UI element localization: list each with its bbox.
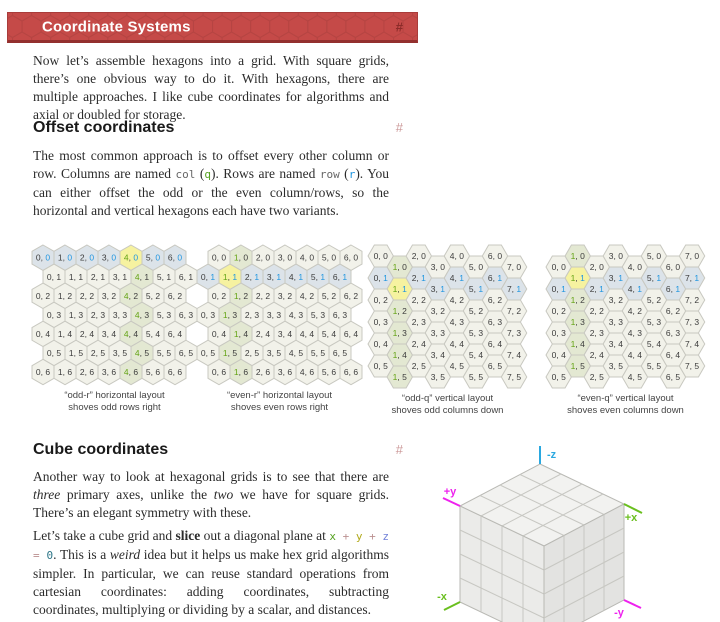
banner-hexagon [413, 32, 417, 40]
inline-code-or-emphasis: y [355, 530, 363, 543]
diagram-odd-q[interactable] [367, 244, 528, 416]
hex-coordinate-label: 0, 1 [373, 273, 388, 283]
hex-coordinate-label: 1, 4 [392, 350, 407, 360]
hex-coordinate-label: 4, 0 [299, 252, 315, 263]
hex-coordinate-label: 5, 4 [145, 328, 161, 339]
cube-coordinates-heading: Cube coordinates [33, 441, 169, 458]
hex-coordinate-label: 0, 2 [373, 295, 388, 305]
diagram-odd-r[interactable] [31, 244, 198, 413]
hex-coordinate-label: 2, 3 [411, 317, 426, 327]
hex-coordinate-label: 3, 5 [112, 347, 128, 358]
banner-hexagon [260, 32, 279, 40]
hex-coordinate-label: 5, 4 [646, 339, 662, 349]
neg-x-axis [444, 602, 460, 610]
hex-coordinate-label: 1, 0 [392, 262, 407, 272]
banner-title: Coordinate Systems [42, 18, 191, 35]
hex-coordinate-label: 4, 6 [299, 367, 315, 377]
inline-code-or-emphasis: col [175, 168, 196, 181]
hex-coordinate-label: 6, 2 [487, 295, 503, 305]
hex-coordinate-label: 0, 5 [551, 372, 566, 382]
hex-coordinate-label: 5, 2 [468, 306, 484, 316]
hex-coordinate-label: 1, 4 [570, 339, 585, 349]
hex-coordinate-label: 4, 0 [449, 251, 465, 261]
cube-intro-paragraph [33, 468, 389, 522]
hex-coordinate-label: 0, 4 [211, 328, 227, 339]
hex-coordinate-label: 5, 6 [321, 367, 337, 377]
hex-coordinate-label: 3, 0 [430, 262, 445, 272]
hex-coordinate-label: 4, 4 [299, 328, 315, 339]
hex-coordinate-label: 4, 1 [449, 273, 465, 283]
offset-coordinates-heading: Offset coordinates [33, 119, 175, 136]
hex-grid-svg [367, 244, 528, 389]
hex-coordinate-label: 6, 5 [332, 347, 348, 358]
banner-hexagon [8, 32, 13, 40]
hex-coordinate-label: 2, 2 [411, 295, 426, 305]
hex-coordinate-label: 3, 4 [608, 339, 623, 349]
hex-coordinate-label: 0, 0 [373, 251, 388, 261]
cube-heading-anchor-link[interactable]: # [395, 442, 403, 457]
hex-coordinate-label: 6, 4 [343, 328, 359, 339]
text-segment: The most common approach is to offset every other column or row. Columns are named [33, 148, 389, 181]
hex-coordinate-label: 2, 5 [589, 372, 604, 382]
text-segment: ). Rows are named [210, 166, 320, 181]
hex-coordinate-label: 6, 1 [487, 273, 503, 283]
hex-coordinate-label: 4, 5 [627, 372, 643, 382]
hex-coordinate-label: 7, 3 [506, 328, 522, 338]
banner-hexagon [222, 32, 241, 40]
hex-coordinate-label: 1, 5 [392, 372, 407, 382]
hex-coordinate-label: 3, 4 [101, 328, 117, 339]
diagram-even-r[interactable] [196, 244, 363, 413]
inline-code-or-emphasis: 0 [46, 549, 54, 562]
hex-coordinate-label: 0, 3 [200, 309, 216, 320]
hex-coordinate-label: 1, 3 [68, 309, 84, 320]
hex-coordinate-label: 4, 2 [627, 306, 643, 316]
hex-coordinate-label: 0, 6 [35, 367, 51, 377]
hex-coordinate-label: 6, 6 [167, 367, 183, 377]
hex-coordinate-label: 3, 0 [101, 252, 117, 263]
axis-label-neg_z: -z [547, 449, 557, 461]
hex-grid-svg [196, 244, 363, 386]
inline-code-or-emphasis: x [329, 530, 336, 543]
hex-coordinate-label: 5, 3 [468, 328, 484, 338]
hex-coordinate-label: 7, 5 [684, 361, 700, 371]
offset-paragraph [33, 147, 389, 220]
hex-coordinate-label: 3, 5 [430, 372, 445, 382]
cube-grid-figure[interactable] [430, 443, 720, 622]
hex-coordinate-label: 1, 0 [233, 252, 249, 263]
hex-coordinate-label: 1, 3 [222, 309, 238, 320]
hex-coordinate-label: 5, 0 [468, 262, 484, 272]
hex-coordinate-label: 7, 2 [684, 295, 700, 305]
inline-code-or-emphasis: + [335, 530, 356, 543]
hex-coordinate-label: 1, 4 [233, 328, 249, 339]
text-segment: ). You can either offset the odd or the even column/rows, so the horizontal and vertical hexagons each have two variants. [33, 166, 390, 218]
hex-coordinate-label: 3, 3 [266, 309, 282, 320]
inline-code-or-emphasis: slice [175, 528, 201, 543]
banner-hexagon [317, 32, 336, 40]
hex-coordinate-label: 4, 2 [449, 295, 465, 305]
diagram-caption: “even-q” vertical layout shoves even columns down [567, 393, 684, 416]
banner-hexagon [403, 16, 417, 38]
hex-coordinate-label: 4, 5 [449, 361, 465, 371]
hex-coordinate-label: 1, 6 [57, 367, 73, 377]
hex-coordinate-label: 3, 1 [112, 271, 128, 282]
banner-hexagon [8, 16, 22, 38]
hex-coordinate-label: 6, 6 [343, 367, 359, 377]
hex-coordinate-label: 5, 0 [646, 251, 662, 261]
offset-heading-anchor-link[interactable]: # [395, 120, 403, 135]
hex-coordinate-label: 5, 6 [145, 367, 161, 377]
hex-coordinate-label: 5, 0 [321, 252, 337, 263]
text-segment: ( [195, 166, 205, 181]
hex-coordinate-label: 6, 2 [665, 306, 681, 316]
hex-grid-svg [31, 244, 198, 386]
hex-coordinate-label: 6, 0 [665, 262, 681, 272]
axis-label-neg_x: -x [437, 591, 447, 603]
hex-coordinate-label: 2, 4 [411, 339, 426, 349]
hex-coordinate-label: 7, 1 [684, 273, 700, 283]
offset-coordinates-heading-row [33, 119, 403, 137]
inline-code-or-emphasis: r [348, 168, 356, 181]
hex-coordinate-label: 7, 0 [684, 251, 700, 261]
hex-coordinate-label: 6, 2 [167, 290, 183, 301]
hex-coordinate-label: 4, 6 [123, 367, 139, 377]
hex-coordinate-label: 3, 2 [430, 306, 445, 316]
hex-coordinate-label: 3, 2 [101, 290, 117, 301]
axis-label-pos_x: +x [624, 512, 638, 524]
hex-coordinate-label: 1, 2 [57, 290, 73, 301]
hex-coordinate-label: 3, 2 [277, 290, 293, 301]
hex-coordinate-label: 2, 6 [255, 367, 271, 377]
hex-coordinate-label: 1, 2 [392, 306, 407, 316]
hex-coordinate-label: 3, 2 [608, 295, 623, 305]
hex-coordinate-label: 0, 0 [551, 262, 566, 272]
hex-coordinate-label: 6, 0 [343, 252, 359, 263]
hex-coordinate-label: 5, 1 [156, 271, 172, 282]
text-segment: we have for square grids. There’s an elegant symmetry with these. [33, 487, 389, 520]
hex-coordinate-label: 5, 3 [310, 309, 326, 320]
hex-coordinate-label: 2, 5 [244, 347, 260, 358]
banner-hexagon [203, 32, 222, 40]
hex-coordinate-label: 1, 2 [233, 290, 249, 301]
hex-coordinate-label: 0, 5 [46, 347, 62, 358]
banner-hexagon [13, 32, 32, 40]
banner-anchor-link[interactable]: # [395, 19, 403, 34]
hex-coordinate-label: 4, 3 [134, 309, 150, 320]
hex-coordinate-label: 1, 0 [57, 252, 73, 263]
hex-coordinate-label: 2, 1 [244, 271, 260, 282]
cube-figure-svg [430, 443, 720, 622]
banner-hexagon [336, 32, 355, 40]
hex-coordinate-label: 1, 6 [233, 367, 249, 377]
hex-coordinate-label: 0, 1 [551, 284, 566, 294]
cube-coordinates-heading-row [33, 441, 403, 459]
hex-coordinate-label: 1, 1 [392, 284, 407, 294]
hex-coordinate-label: 2, 0 [589, 262, 604, 272]
hex-coordinate-label: 3, 3 [112, 309, 128, 320]
hex-coordinate-label: 7, 5 [506, 372, 522, 382]
text-segment: Another way to look at hexagonal grids is to see that there are [33, 469, 389, 484]
hex-coordinate-label: 6, 5 [487, 361, 503, 371]
text-segment: ( [339, 166, 349, 181]
section-banner [7, 12, 418, 43]
hex-coordinate-label: 0, 2 [551, 306, 566, 316]
hex-coordinate-label: 6, 3 [178, 309, 194, 320]
hex-coordinate-label: 6, 4 [167, 328, 183, 339]
hex-coordinate-label: 6, 3 [332, 309, 348, 320]
hex-coordinate-label: 4, 4 [627, 350, 643, 360]
hex-coordinate-label: 2, 1 [90, 271, 106, 282]
hex-coordinate-label: 5, 4 [321, 328, 337, 339]
hex-coordinate-label: 2, 0 [79, 252, 95, 263]
hex-coordinate-label: 4, 3 [627, 328, 643, 338]
hex-coordinate-label: 0, 6 [211, 367, 227, 377]
hex-coordinate-label: 2, 5 [411, 361, 426, 371]
hex-coordinate-label: 2, 3 [90, 309, 106, 320]
hex-coordinate-label: 0, 2 [35, 290, 51, 301]
hex-coordinate-label: 4, 0 [123, 252, 139, 263]
hex-coordinate-label: 6, 0 [487, 251, 503, 261]
hex-coordinate-label: 2, 5 [90, 347, 106, 358]
hex-coordinate-label: 3, 1 [266, 271, 282, 282]
intro-paragraph [33, 52, 389, 124]
hex-coordinate-label: 5, 5 [156, 347, 172, 358]
hex-coordinate-label: 0, 5 [200, 347, 216, 358]
text-segment: . This is a [53, 547, 110, 562]
hex-coordinate-label: 6, 0 [167, 252, 183, 263]
hex-coordinate-label: 5, 2 [646, 295, 662, 305]
hex-coordinate-label: 3, 1 [430, 284, 445, 294]
hex-coordinate-label: 1, 3 [392, 328, 407, 338]
diagram-caption: “even-r” horizontal layout shoves even rows right [226, 390, 333, 413]
hex-coordinate-label: 7, 0 [506, 262, 522, 272]
hex-coordinate-label: 1, 1 [68, 271, 84, 282]
hex-coordinate-label: 0, 4 [551, 350, 566, 360]
axis-label-neg_y: -y [614, 607, 624, 619]
hex-coordinate-label: 5, 1 [310, 271, 326, 282]
hex-coordinate-label: 4, 1 [288, 271, 304, 282]
text-segment: primary axes, unlike the [60, 487, 214, 502]
text-segment: Let’s take a cube grid and [33, 528, 176, 543]
hex-coordinate-label: 1, 1 [570, 273, 585, 283]
hex-coordinate-label: 0, 1 [46, 271, 62, 282]
banner-hexagon [374, 32, 393, 40]
hex-coordinate-label: 6, 1 [178, 271, 194, 282]
hex-coordinate-label: 5, 2 [145, 290, 161, 301]
inline-code-or-emphasis: q [204, 168, 211, 181]
hex-coordinate-label: 6, 5 [178, 347, 194, 358]
hex-coordinate-label: 7, 2 [506, 306, 522, 316]
hex-coordinate-label: 0, 0 [35, 252, 51, 263]
hex-coordinate-label: 6, 1 [332, 271, 348, 282]
hex-coordinate-label: 7, 1 [506, 284, 522, 294]
hex-coordinate-label: 5, 3 [156, 309, 172, 320]
hex-coordinate-label: 3, 6 [101, 367, 117, 377]
hex-coordinate-label: 6, 4 [487, 339, 503, 349]
hex-coordinate-label: 0, 5 [373, 361, 388, 371]
banner-hexagon [241, 32, 260, 40]
hex-coordinate-label: 0, 2 [211, 290, 227, 301]
hex-coordinate-label: 3, 5 [266, 347, 282, 358]
hex-coordinate-label: 6, 5 [665, 372, 681, 382]
hex-coordinate-label: 0, 4 [373, 339, 388, 349]
hex-coordinate-label: 2, 0 [411, 251, 426, 261]
inline-code-or-emphasis: weird [109, 547, 141, 562]
hex-coordinate-label: 5, 4 [468, 350, 484, 360]
offset-diagrams-row [0, 244, 720, 422]
hex-coordinate-label: 2, 0 [255, 252, 271, 263]
diagram-caption: “odd-r” horizontal layout shoves odd rows right [64, 390, 165, 413]
hex-coordinate-label: 5, 1 [646, 273, 662, 283]
hex-coordinate-label: 6, 4 [665, 350, 681, 360]
hex-coordinate-label: 4, 1 [134, 271, 150, 282]
hex-coordinate-label: 1, 3 [570, 317, 585, 327]
axis-label-pos_y: +y [443, 486, 457, 498]
hex-coordinate-label: 6, 2 [343, 290, 359, 301]
hex-coordinate-label: 4, 0 [627, 262, 643, 272]
text-segment: out a diagonal plane at [200, 528, 330, 543]
text-segment: idea but it helps us make hex grid algorithms simpler. In particular, we can reuse standard operations from cartesian coordinates: adding coordinates, subtracting coordinates, multiplying or dividing by a scalar, and distances. [33, 547, 389, 617]
hex-coordinate-label: 3, 4 [430, 350, 445, 360]
hex-coordinate-label: 1, 1 [222, 271, 238, 282]
hex-coordinate-label: 1, 4 [57, 328, 73, 339]
hex-coordinate-label: 2, 1 [589, 284, 604, 294]
hex-coordinate-label: 4, 5 [134, 347, 150, 358]
hex-coordinate-label: 3, 3 [608, 317, 623, 327]
hex-coordinate-label: 7, 4 [506, 350, 522, 360]
hex-coordinate-label: 1, 5 [570, 361, 585, 371]
hex-coordinate-label: 5, 5 [468, 372, 484, 382]
hex-coordinate-label: 4, 4 [449, 339, 465, 349]
hex-coordinate-label: 2, 2 [589, 306, 604, 316]
inline-code-or-emphasis: three [33, 487, 61, 502]
hex-coordinate-label: 5, 0 [145, 252, 161, 263]
hex-coordinate-label: 2, 3 [244, 309, 260, 320]
hex-coordinate-label: 4, 5 [288, 347, 304, 358]
inline-code-or-emphasis: = [33, 549, 47, 562]
hex-coordinate-label: 1, 2 [570, 295, 585, 305]
banner-hexagon [279, 32, 298, 40]
hex-coordinate-label: 0, 4 [35, 328, 51, 339]
hex-coordinate-label: 0, 0 [211, 252, 227, 263]
hex-coordinate-label: 0, 3 [46, 309, 62, 320]
inline-code-or-emphasis: + [362, 530, 383, 543]
hex-coordinate-label: 4, 4 [123, 328, 139, 339]
hex-coordinate-label: 2, 2 [79, 290, 95, 301]
neg-y-axis [624, 600, 641, 608]
hex-grid-svg [545, 244, 706, 389]
hex-coordinate-label: 3, 4 [277, 328, 293, 339]
inline-code-or-emphasis: row [319, 168, 340, 181]
hex-coordinate-label: 5, 3 [646, 317, 662, 327]
hex-coordinate-label: 2, 4 [255, 328, 271, 339]
hex-coordinate-label: 6, 3 [665, 328, 681, 338]
hex-coordinate-label: 5, 5 [310, 347, 326, 358]
inline-code-or-emphasis: z [382, 530, 390, 543]
banner-hexagon [355, 32, 374, 40]
hex-coordinate-label: 0, 1 [200, 271, 216, 282]
hex-coordinate-label: 3, 1 [608, 273, 623, 283]
hex-coordinate-label: 1, 5 [68, 347, 84, 358]
hex-coordinate-label: 2, 3 [589, 328, 604, 338]
hex-coordinate-label: 4, 1 [627, 284, 643, 294]
hex-coordinate-label: 3, 0 [277, 252, 293, 263]
hex-coordinate-label: 1, 5 [222, 347, 238, 358]
hex-coordinate-label: 6, 3 [487, 317, 503, 327]
hex-coordinate-label: 4, 3 [449, 317, 465, 327]
cube-slice-paragraph [33, 527, 389, 619]
inline-code-or-emphasis: two [213, 487, 234, 502]
hex-coordinate-label: 3, 6 [277, 367, 293, 377]
hex-coordinate-label: 5, 5 [646, 361, 662, 371]
hex-coordinate-label: 2, 4 [589, 350, 604, 360]
hex-coordinate-label: 2, 4 [79, 328, 95, 339]
hex-coordinate-label: 6, 1 [665, 284, 681, 294]
text-segment: Now let’s assemble hexagons into a grid. With square grids, there’s one obvious way to do it. With hexagons, there are multiple approaches. I like cube coordinates for algorithms and axial or doubled for storage. [33, 53, 389, 122]
hex-coordinate-label: 2, 2 [255, 290, 271, 301]
diagram-caption: “odd-q” vertical layout shoves odd columns down [391, 393, 504, 416]
banner-hexagon [298, 32, 317, 40]
hex-coordinate-label: 0, 3 [373, 317, 388, 327]
hex-coordinate-label: 1, 0 [570, 251, 585, 261]
diagram-even-q[interactable] [545, 244, 706, 416]
pos-y-axis [443, 498, 460, 506]
hex-coordinate-label: 3, 0 [608, 251, 623, 261]
hex-coordinate-label: 5, 1 [468, 284, 484, 294]
hex-coordinate-label: 7, 3 [684, 317, 700, 327]
hex-coordinate-label: 3, 3 [430, 328, 445, 338]
hex-coordinate-label: 2, 1 [411, 273, 426, 283]
hex-coordinate-label: 5, 2 [321, 290, 337, 301]
hex-coordinate-label: 4, 2 [299, 290, 315, 301]
hex-coordinate-label: 0, 3 [551, 328, 566, 338]
hex-coordinate-label: 4, 2 [123, 290, 139, 301]
hex-coordinate-label: 7, 4 [684, 339, 700, 349]
hex-coordinate-label: 4, 3 [288, 309, 304, 320]
hex-coordinate-label: 3, 5 [608, 361, 623, 371]
hex-coordinate-label: 2, 6 [79, 367, 95, 377]
